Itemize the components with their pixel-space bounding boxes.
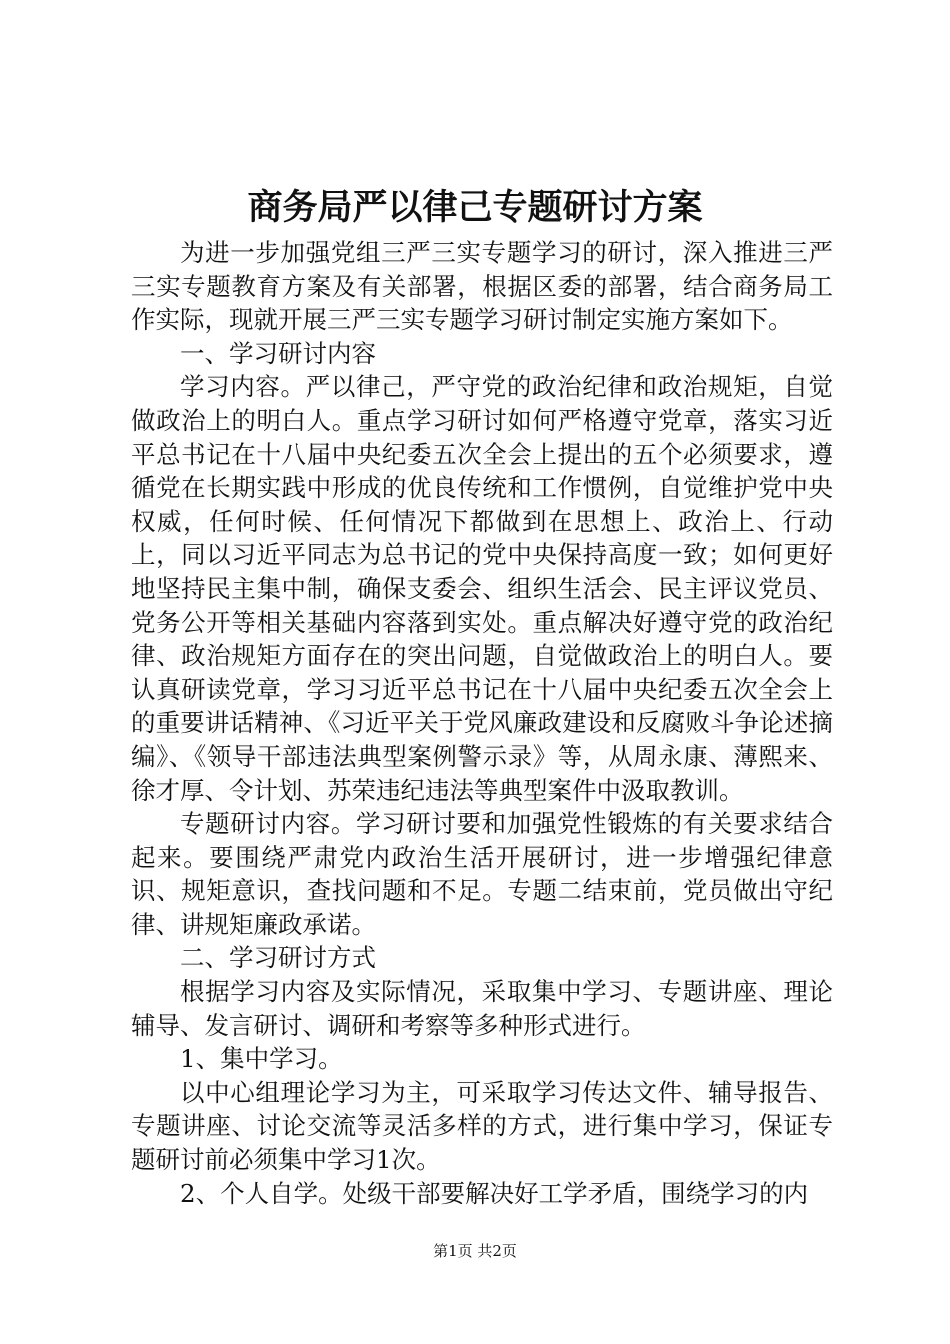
self-study-paragraph: 2、个人自学。处级干部要解决好工学矛盾，围绕学习的内	[180, 1178, 809, 1208]
section-heading-1: 一、学习研讨内容	[180, 338, 376, 368]
intro-paragraph: 为进一步加强党组三严三实专题学习的研讨，深入推进三严三实专题教育方案及有关部署，根据区委的部署，结合商务局工作实际，现就开展三严三实专题学习研讨制定实施方案如下。	[131, 238, 833, 335]
section-heading-2: 二、学习研讨方式	[180, 943, 376, 973]
methods-paragraph: 根据学习内容及实际情况，采取集中学习、专题讲座、理论辅导、发言研讨、调研和考察等多种形式进行。	[131, 977, 833, 1040]
study-content-paragraph: 学习内容。严以律己，严守党的政治纪律和政治规矩，自觉做政治上的明白人。重点学习研讨如何严格遵守党章，落实习近平总书记在十八届中央纪委五次全会上提出的五个必须要求，遵循党在长期实践中形成的优良传统和工作惯例，自觉维护党中央权威，任何时候、任何情况下都做到在思想上、政治上、行动上，同以习近平同志为总书记的党中央保持高度一致；如何更好地坚持民主集中制，确保支委会、组织生活会、民主评议党员、党务公开等相关基础内容落到实处。重点解决好遵守党的政治纪律、政治规矩方面存在的突出问题，自觉做政治上的明白人。要认真研读党章，学习习近平总书记在十八届中央纪委五次全会上的重要讲话精神、《习近平关于党风廉政建设和反腐败斗争论述摘编》、《领导干部违法典型案例警示录》等，从周永康、薄熙来、徐才厚、令计划、苏荣违纪违法等典型案件中汲取教训。	[131, 372, 833, 805]
document-body	[131, 236, 833, 1210]
topic-content-paragraph: 专题研讨内容。学习研讨要和加强党性锻炼的有关要求结合起来。要围绕严肃党内政治生活开展研讨，进一步增强纪律意识、规矩意识，查找问题和不足。专题二结束前，党员做出守纪律、讲规矩廉政承诺。	[131, 809, 833, 939]
subheading-collective-study: 1、集中学习。	[180, 1044, 343, 1074]
document-title: 商务局严以律己专题研讨方案	[247, 187, 703, 228]
collective-study-paragraph: 以中心组理论学习为主，可采取学习传达文件、辅导报告、专题讲座、讨论交流等灵活多样的方式，进行集中学习，保证专题研讨前必须集中学习1次。	[131, 1077, 833, 1175]
page-footer: 第1页 共2页	[433, 1242, 517, 1260]
